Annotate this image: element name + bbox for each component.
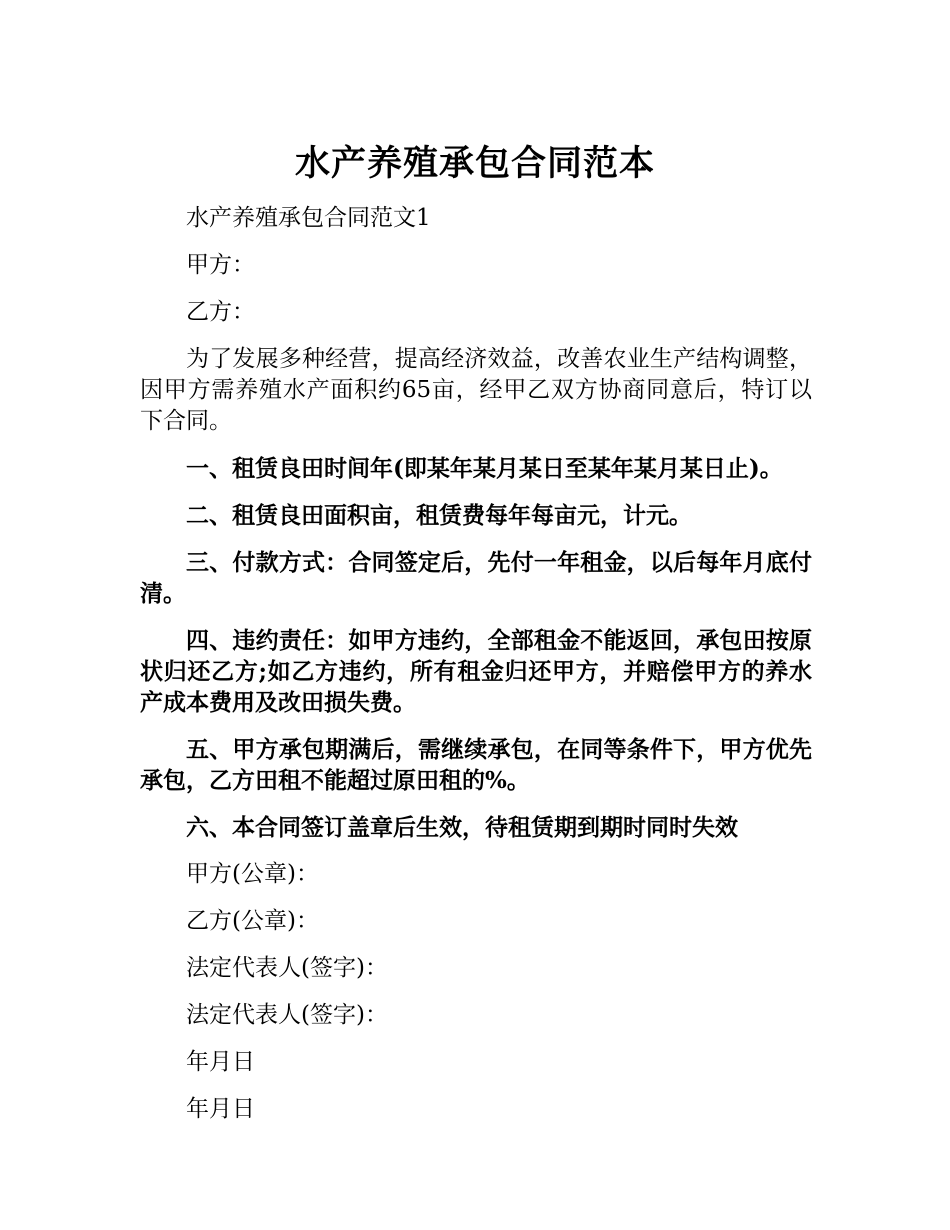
legal-rep-a-signature-line: 法定代表人(签字)： (186, 955, 388, 981)
clause-6: 六、本合同签订盖章后生效，待租赁期到期时同时失效 (186, 814, 738, 841)
date-line-b: 年月日 (186, 1096, 255, 1122)
clause-1: 一、租赁良田时间年(即某年某月某日至某年某月某日止)。 (186, 455, 783, 482)
clause-2: 二、租赁良田面积亩，租赁费每年每亩元，计元。 (186, 502, 692, 529)
party-b-label: 乙方： (186, 299, 255, 325)
clause-5: 五、甲方承包期满后，需继续承包，在同等条件下，甲方优先承包，乙方田租不能超过原田租的%。 (140, 736, 812, 794)
clause-4: 四、违约责任：如甲方违约，全部租金不能返回，承包田按原状归还乙方;如乙方违约，所有租金归还甲方，并赔偿甲方的养水产成本费用及改田损失费。 (140, 627, 812, 716)
legal-rep-b-signature-line: 法定代表人(签字)： (186, 1002, 388, 1028)
clause-3: 三、付款方式：合同签定后，先付一年租金，以后每年月底付清。 (140, 549, 812, 607)
document-body (140, 203, 812, 1141)
page-title: 水产养殖承包合同范本 (294, 144, 655, 185)
date-line-a: 年月日 (186, 1049, 255, 1075)
party-a-label: 甲方： (186, 252, 255, 278)
contract-subtitle: 水产养殖承包合同范文1 (186, 205, 431, 231)
party-a-seal-line: 甲方(公章)： (186, 861, 319, 887)
party-b-seal-line: 乙方(公章)： (186, 908, 319, 934)
preamble-paragraph: 为了发展多种经营，提高经济效益，改善农业生产结构调整，因甲方需养殖水产面积约65亩，经甲乙双方协商同意后，特订以下合同。 (140, 346, 812, 434)
